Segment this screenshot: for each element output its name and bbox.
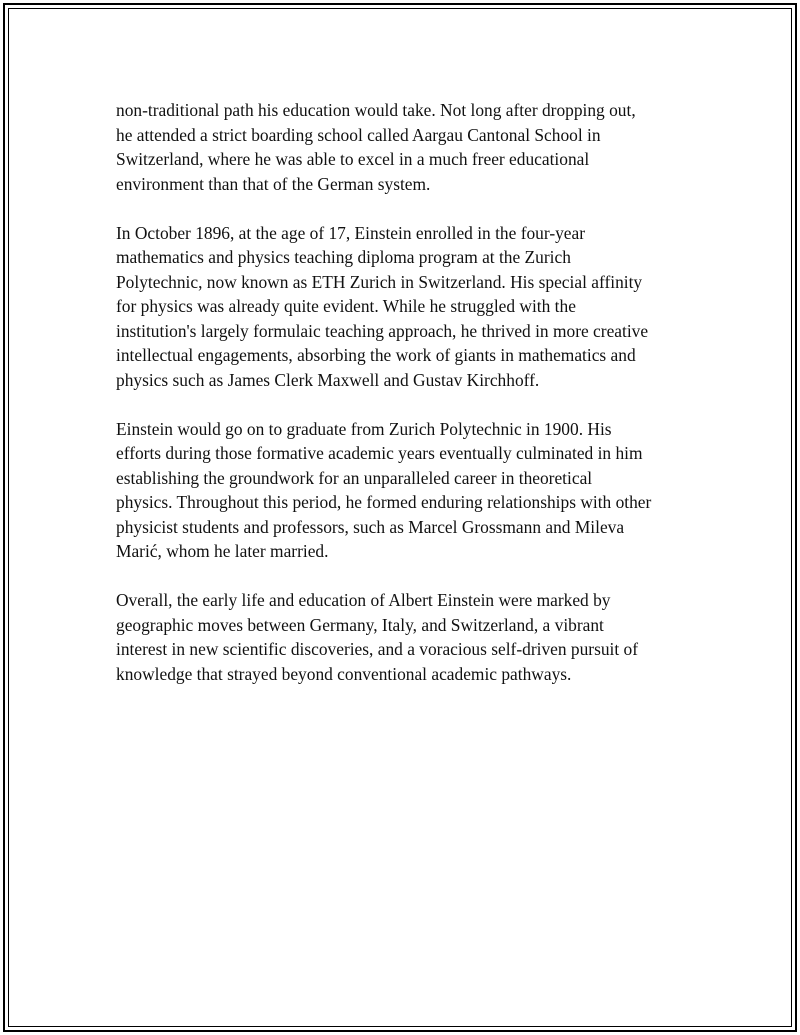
document-body [116, 98, 691, 711]
paragraph-3 [116, 417, 691, 564]
paragraph-line: institution's largely formulaic teaching approach, he thrived in more creative [116, 320, 649, 341]
paragraph-line: establishing the groundwork for an unparalleled career in theoretical [116, 467, 593, 488]
paragraph-line: Polytechnic, now known as ETH Zurich in Switzerland. His special affinity [116, 271, 643, 292]
paragraph-line: environment than that of the German system. [116, 173, 431, 194]
paragraph-line: physics. Throughout this period, he formed enduring relationships with other [116, 492, 652, 512]
paragraph-1 [116, 98, 691, 196]
page-border [3, 3, 797, 1032]
paragraph-line: geographic moves between Germany, Italy, and Switzerland, a vibrant [116, 614, 604, 635]
paragraph-line: efforts during those formative academic years eventually culminated in him [116, 443, 643, 463]
paragraph-line: interest in new scientific discoveries, and a voracious self-driven pursuit of [116, 639, 639, 659]
paragraph-4 [116, 588, 691, 686]
paragraph-line: Overall, the early life and education of Albert Einstein were marked by [116, 590, 611, 610]
paragraph-line: physicist students and professors, such as Marcel Grossmann and Mileva [116, 516, 625, 537]
paragraph-line: physics such as James Clerk Maxwell and Gustav Kirchhoff. [116, 369, 540, 390]
paragraph-line: knowledge that strayed beyond conventional academic pathways. [116, 663, 572, 684]
paragraph-line: for physics was already quite evident. While he struggled with the [116, 296, 576, 316]
paragraph-line: mathematics and physics teaching diploma program at the Zurich [116, 247, 571, 267]
paragraph-line: he attended a strict boarding school called Aargau Cantonal School in [116, 124, 601, 145]
paragraph-line: In October 1896, at the age of 17, Einstein enrolled in the four-year [116, 222, 586, 243]
paragraph-line: non-traditional path his education would take. Not long after dropping out, [116, 100, 636, 120]
paragraph-line: Switzerland, where he was able to excel in a much freer educational [116, 149, 590, 169]
paragraph-line: Einstein would go on to graduate from Zurich Polytechnic in 1900. His [116, 418, 612, 439]
paragraph-line: intellectual engagements, absorbing the work of giants in mathematics and [116, 345, 636, 365]
paragraph-line: Marić, whom he later married. [116, 541, 329, 561]
paragraph-2 [116, 221, 691, 393]
